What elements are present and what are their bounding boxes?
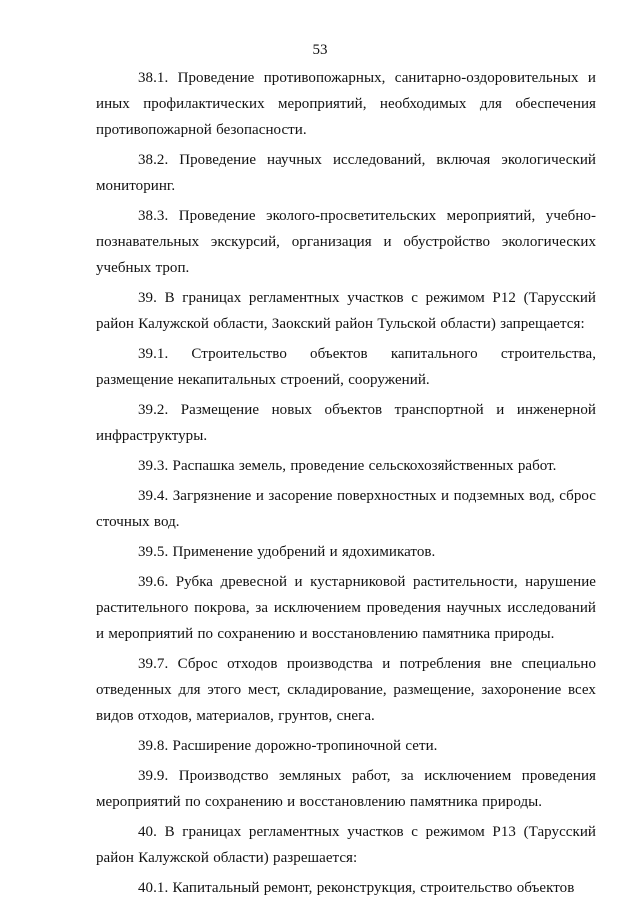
paragraph-39-8: 39.8. Расширение дорожно-тропиночной сети. — [138, 738, 438, 754]
paragraph-40: 40. В границах регламентных участков с режимом Р13 (Тарусский район Калужской области) разрешается: — [96, 824, 596, 866]
paragraph-39-2: 39.2. Размещение новых объектов транспортной и инженерной инфраструктуры. — [96, 402, 596, 444]
paragraph-39-9: 39.9. Производство земляных работ, за исключением проведения мероприятий по сохранению и восстановлению памятника природы. — [96, 768, 596, 810]
paragraph-39-7: 39.7. Сброс отходов производства и потребления вне специально отведенных для этого мест, складирование, размещение, захоронение всех видов отходов, материалов, грунтов, снега. — [96, 656, 596, 724]
paragraph-39-6: 39.6. Рубка древесной и кустарниковой растительности, нарушение растительного покрова, за исключением проведения научных исследований и мероприятий по сохранению и восстановлению памятника природы. — [96, 574, 596, 642]
paragraph-39-4: 39.4. Загрязнение и засорение поверхностных и подземных вод, сброс сточных вод. — [96, 488, 596, 530]
paragraph-39-1: 39.1. Строительство объектов капитального строительства, размещение некапитальных строений, сооружений. — [96, 346, 596, 388]
paragraph-39: 39. В границах регламентных участков с режимом Р12 (Тарусский район Калужской области, Заокский район Тульской области) запрещается: — [96, 290, 596, 332]
paragraph-39-3: 39.3. Распашка земель, проведение сельскохозяйственных работ. — [138, 458, 557, 474]
paragraph-38-3: 38.3. Проведение эколого-просветительских мероприятий, учебно-познавательных экскурсий, организация и обустройство экологических учебных троп. — [96, 208, 596, 276]
paragraph-38-2: 38.2. Проведение научных исследований, включая экологический мониторинг. — [96, 152, 596, 194]
document-body — [96, 65, 596, 905]
paragraph-39-5: 39.5. Применение удобрений и ядохимикатов. — [138, 544, 436, 560]
paragraph-40-1: 40.1. Капитальный ремонт, реконструкция, строительство объектов — [138, 880, 575, 896]
page-number: 53 — [312, 42, 328, 58]
paragraph-38-1: 38.1. Проведение противопожарных, санитарно-оздоровительных и иных профилактических мероприятий, необходимых для обеспечения противопожарной безопасности. — [96, 70, 596, 138]
